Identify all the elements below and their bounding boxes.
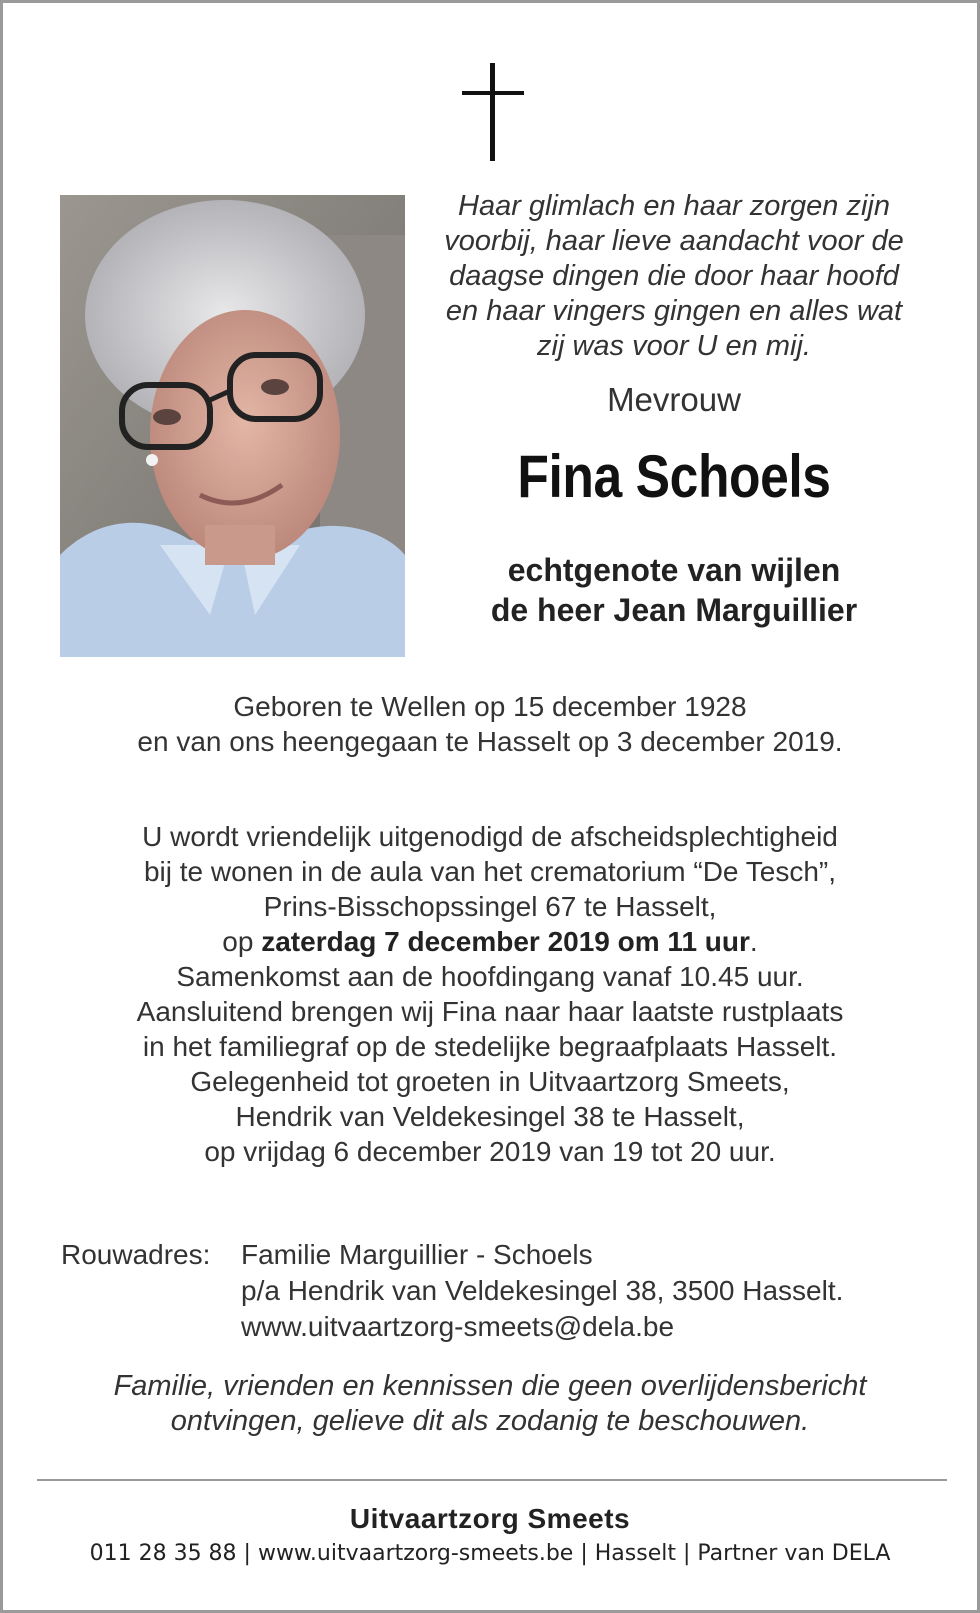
- spouse-line: echtgenote van wijlen: [507, 552, 841, 588]
- poem-line: Haar glimlach en haar zorgen zijn: [458, 190, 890, 222]
- ceremony-datetime-line: [3, 924, 977, 959]
- ceremony-invitation: [3, 819, 977, 1169]
- address-email: www.uitvaartzorg-smeets@dela.be: [241, 1311, 675, 1342]
- notice-line: Familie, vrienden en kennissen die geen overlijdensbericht: [113, 1370, 867, 1402]
- life-dates: [3, 689, 977, 759]
- poem-line: en haar vingers gingen en alles wat: [445, 295, 903, 327]
- spouse-line: de heer Jean Marguillier: [490, 592, 858, 628]
- spouse-info: [419, 550, 929, 630]
- address-label: Rouwadres:: [61, 1239, 211, 1270]
- invite-line: Gelegenheid tot groeten in Uitvaartzorg Smeets,: [190, 1066, 790, 1097]
- poem-line: zij was voor U en mij.: [537, 330, 811, 362]
- birth-line: Geboren te Wellen op 15 december 1928: [233, 691, 747, 722]
- invite-line: in het familiegraf op de stedelijke begraafplaats Hasselt.: [142, 1031, 838, 1062]
- invite-line: Hendrik van Veldekesingel 38 te Hasselt,: [235, 1101, 745, 1132]
- invite-line: Samenkomst aan de hoofdingang vanaf 10.45 uur.: [176, 961, 804, 992]
- invite-line: Prins-Bisschopssingel 67 te Hasselt,: [263, 891, 717, 922]
- invite-line: op vrijdag 6 december 2019 van 19 tot 20 uur.: [204, 1136, 776, 1167]
- poem-line: voorbij, haar lieve aandacht voor de: [444, 225, 904, 257]
- ceremony-suffix: .: [749, 926, 758, 957]
- cross-icon: [462, 63, 524, 161]
- funeral-home-name: Uitvaartzorg Smeets: [349, 1503, 631, 1534]
- divider: [37, 1479, 947, 1481]
- invite-line: U wordt vriendelijk uitgenodigd de afscheidsplechtigheid: [142, 821, 838, 852]
- mourning-address: [61, 1237, 843, 1345]
- address-line: p/a Hendrik van Veldekesingel 38, 3500 Hasselt.: [241, 1275, 844, 1306]
- invite-line: Aansluitend brengen wij Fina naar haar laatste rustplaats: [136, 996, 844, 1027]
- portrait-photo: [60, 195, 405, 657]
- notice-text: [3, 1369, 977, 1439]
- address-line: Familie Marguillier - Schoels: [241, 1239, 593, 1270]
- notice-line: ontvingen, gelieve dit als zodanig te beschouwen.: [170, 1405, 810, 1437]
- invite-line: bij te wonen in de aula van het crematorium “De Tesch”,: [143, 856, 837, 887]
- poem-line: daagse dingen die door haar hoofd: [449, 260, 899, 292]
- poem: [419, 189, 929, 364]
- deceased-name: Fina Schoels: [517, 443, 831, 510]
- ceremony-datetime: zaterdag 7 december 2019 om 11 uur: [261, 926, 750, 957]
- funeral-home-info: 011 28 35 88 | www.uitvaartzorg-smeets.be | Hasselt | Partner van DELA: [89, 1541, 891, 1566]
- header-text-column: [419, 189, 929, 630]
- ceremony-prefix: op: [222, 926, 262, 957]
- honorific: Mevrouw: [607, 381, 741, 418]
- death-line: en van ons heengegaan te Hasselt op 3 december 2019.: [137, 726, 843, 757]
